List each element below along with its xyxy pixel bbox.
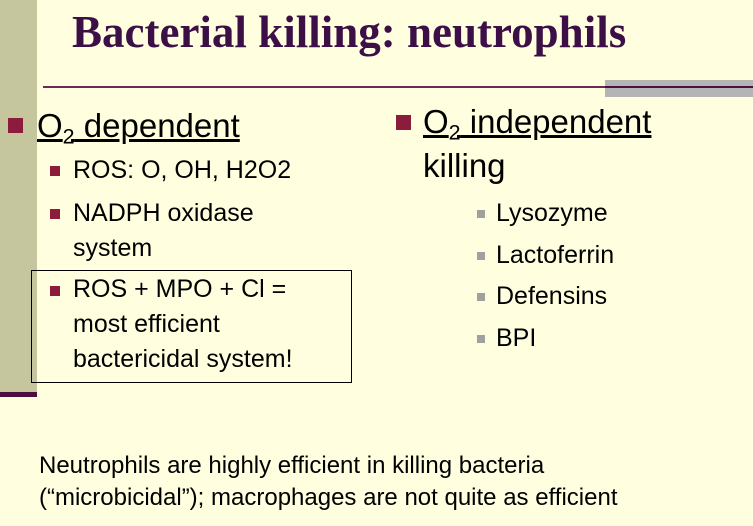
list-item-continuation: bactericidal system! [73,345,293,373]
o2-independent-heading [423,102,651,152]
footer-line: (“microbicidal”); macrophages are not quite as efficient [39,484,618,511]
list-item: ROS: O, OH, H2O2 [73,156,292,184]
heading-o: O [423,103,449,140]
bullet-icon [8,118,23,133]
bullet-icon [477,293,485,301]
bullet-icon [50,286,60,296]
list-item: Lactoferrin [496,241,615,269]
heading-continuation: killing [423,147,506,184]
bullet-icon [50,209,60,219]
slide-title: Bacterial killing: neutrophils [72,7,627,57]
list-item-continuation: system [73,234,153,262]
list-item-continuation: most efficient [73,310,220,338]
list-item: ROS + MPO + Cl = [73,275,287,303]
bullet-icon [477,252,485,260]
bullet-icon [477,335,485,343]
list-item: Defensins [496,282,608,310]
footer-note [39,450,617,514]
bullet-icon [50,166,60,176]
bullet-icon [477,210,485,218]
list-item: BPI [496,324,537,352]
decorative-bar [605,80,753,97]
list-item: NADPH oxidase [73,199,254,227]
heading-text: independent [460,103,652,140]
o2-dependent-heading [37,106,240,156]
list-item: Lysozyme [496,199,608,227]
heading-subscript: 2 [448,120,461,145]
heading-subscript: 2 [62,124,75,149]
decorative-bar-line [605,86,753,88]
footer-line: Neutrophils are highly efficient in killing bacteria [39,452,545,479]
bullet-icon [396,115,411,130]
heading-o: O [37,107,63,144]
sidebar-rule [0,392,37,397]
heading-text: dependent [74,107,240,144]
